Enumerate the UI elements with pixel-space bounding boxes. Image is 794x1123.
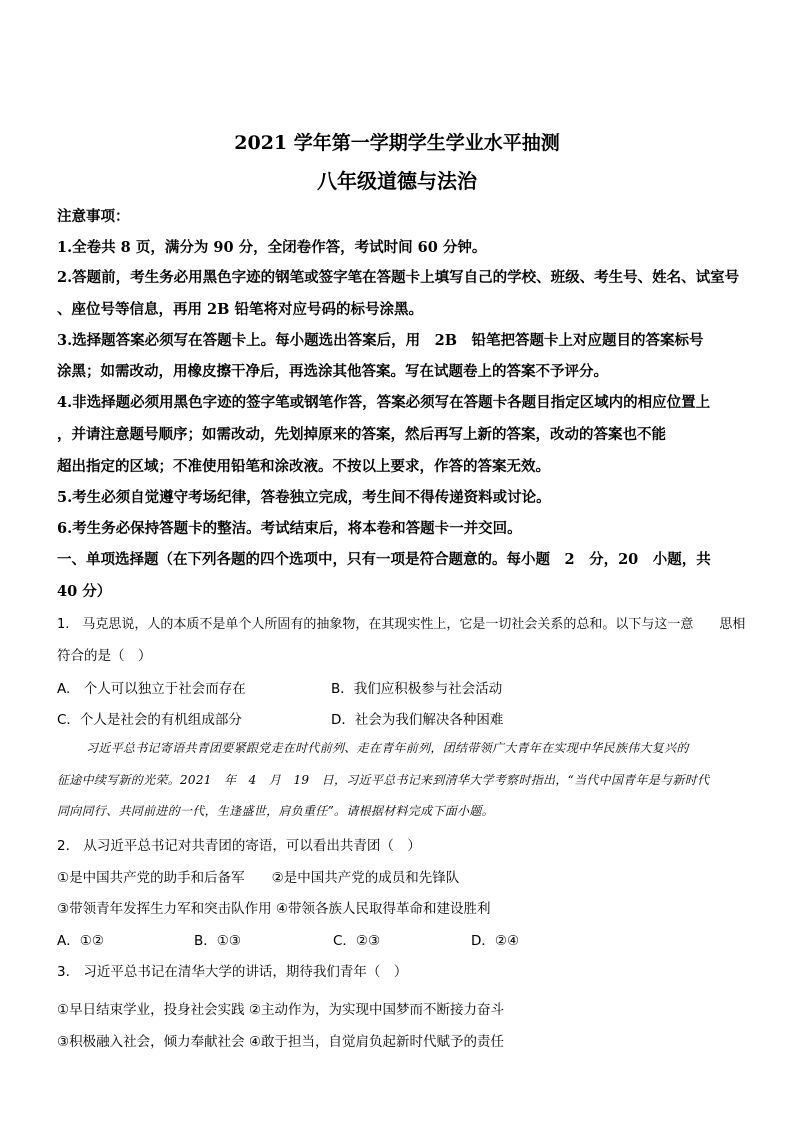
material-line-2: 征途中续写新的光荣。2021 年 4 月 19 日，习近平总书记来到清华大学考察时指出，“当代中国青年是与新时代 — [57, 773, 710, 787]
notice-line-5: 5.考生必须自觉遵守考场纪律，答卷独立完成，考生间不得传递资料或讨论。 — [57, 489, 551, 506]
exam-title: 2021 学年第一学期学生学业水平抽测 — [234, 132, 560, 154]
q2-option-d: D．②④ — [471, 933, 520, 949]
q3-item-2: ③积极融入社会，倾力奉献社会 ④敢于担当，自觉肩负起新时代赋予的责任 — [57, 1034, 504, 1050]
material-line-3: 同向同行、共同前进的一代，生逢盛世，肩负重任”。请根据材料完成下面小题。 — [57, 804, 494, 818]
notice-line-3b: 涂黑；如需改动，用橡皮擦干净后，再选涂其他答案。写在试题卷上的答案不予评分。 — [57, 363, 608, 380]
section-heading-cont: 40 分） — [57, 583, 112, 600]
exam-subject: 八年级道德与法治 — [317, 169, 477, 193]
notice-line-4: 4.非选择题必须用黑色字迹的签字笔或钢笔作答，答案必须写在答题卡各题目指定区域内的相应位置上 — [57, 394, 711, 411]
material-line-1: 习近平总书记寄语共青团要紧跟党走在时代前列、走在青年前列，团结带领广大青年在实现中华民族伟大复兴的 — [86, 741, 689, 755]
notice-line-2: 2.答题前，考生务必用黑色字迹的钢笔或签字笔在答题卡上填写自己的学校、班级、考生号、姓名、试室号 — [57, 269, 740, 286]
q2-option-a: A．①② — [57, 933, 104, 949]
notice-line-4b: ，并请注意题号顺序；如需改动，先划掉原来的答案，然后再写上新的答案，改动的答案也不能 — [57, 426, 666, 443]
q3-item-1: ①早日结束学业，投身社会实践 ②主动作为，为实现中国梦而不断接力奋斗 — [57, 1002, 504, 1018]
q1-stem-cont: 符合的是（ ） — [57, 648, 152, 664]
q3-stem: 3. 习近平总书记在清华大学的讲话，期待我们青年（ ） — [57, 964, 408, 980]
notice-line-1: 1.全卷共 8 页，满分为 90 分，全闭卷作答，考试时间 60 分钟。 — [57, 239, 487, 256]
notice-heading: 注意事项： — [57, 208, 130, 225]
q2-option-c: C．②③ — [333, 933, 381, 949]
q1-option-c: C．个人是社会的有机组成部分 — [57, 712, 242, 728]
q1-stem: 1. 马克思说，人的本质不是单个人所固有的抽象物，在其现实性上，它是一切社会关系的总和。以下与这一意 思相 — [57, 617, 746, 632]
notice-line-2b: 、座位号等信息，再用 2B 铅笔将对应号码的标号涂黑。 — [57, 301, 423, 318]
q1-option-a: A. 个人可以独立于社会而存在 — [57, 681, 246, 697]
notice-line-6: 6.考生务必保持答题卡的整洁。考试结束后，将本卷和答题卡一并交回。 — [57, 520, 522, 537]
q2-item-1: ①是中国共产党的助手和后备军 ②是中国共产党的成员和先锋队 — [57, 870, 460, 886]
q1-option-d: D．社会为我们解决各种困难 — [331, 712, 504, 728]
notice-line-4c: 超出指定的区域；不准使用铅笔和涂改液。不按以上要求，作答的答案无效。 — [57, 458, 550, 475]
q1-option-b: B．我们应积极参与社会活动 — [331, 681, 503, 697]
q2-item-2: ③带领青年发挥生力军和突击队作用 ④带领各族人民取得革命和建设胜利 — [57, 901, 491, 917]
q2-stem: 2. 从习近平总书记对共青团的寄语，可以看出共青团（ ） — [57, 838, 421, 854]
section-heading: 一、单项选择题（在下列各题的四个选项中，只有一项是符合题意的。每小题 2 分，20 小题，共 — [57, 551, 711, 568]
q2-option-b: B．①③ — [194, 933, 241, 949]
notice-line-3: 3.选择题答案必须写在答题卡上。每小题选出答案后，用 2B 铅笔把答题卡上对应题目的答案标号 — [57, 332, 704, 349]
